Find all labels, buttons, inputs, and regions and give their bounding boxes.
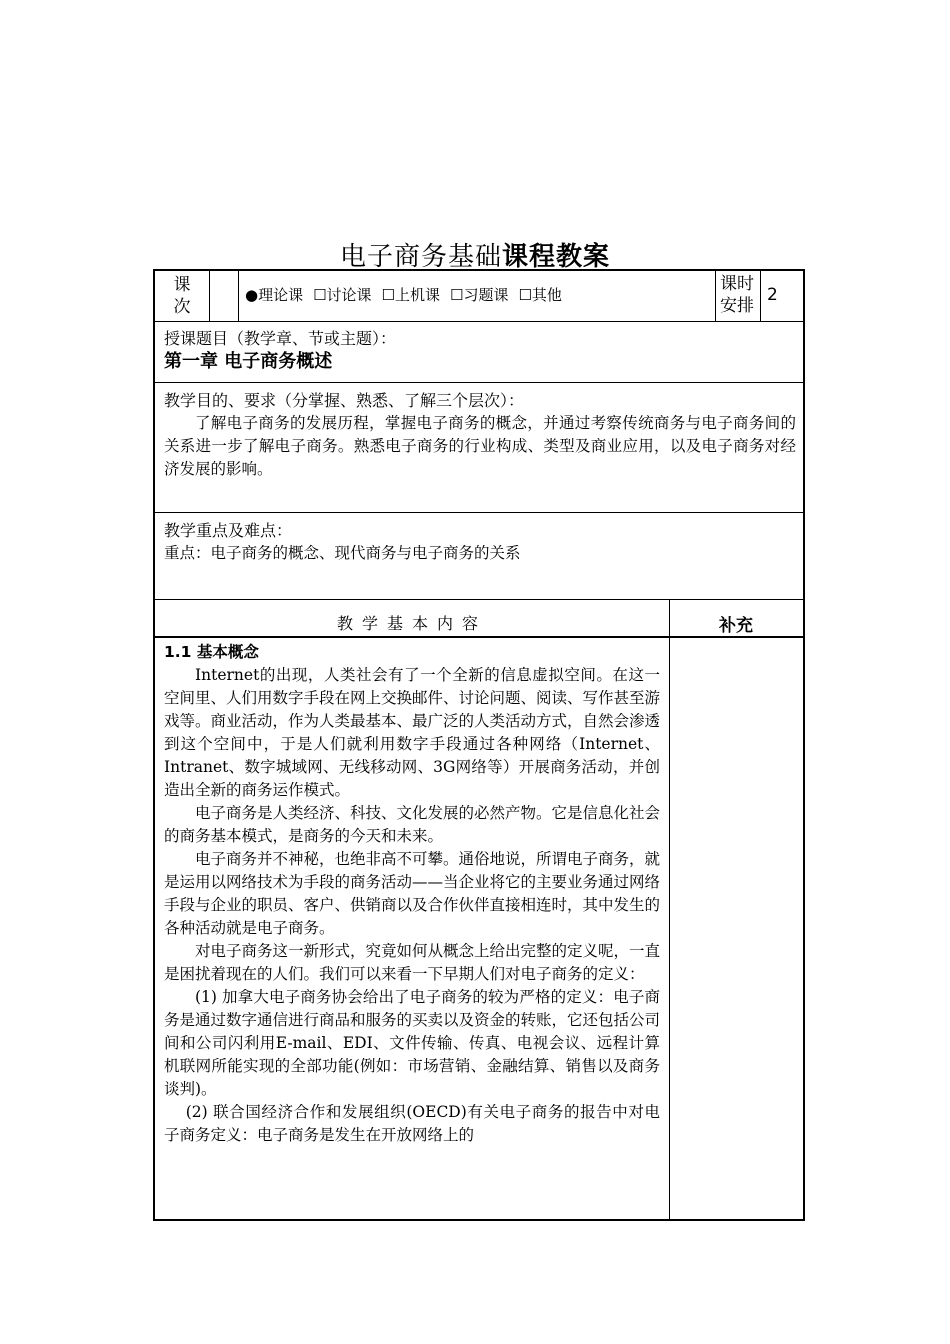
divider <box>238 271 239 321</box>
objectives-text: 了解电子商务的发展历程，掌握电子商务的概念，并通过考察传统商务与电子商务间的关系进一步了解电子商务。熟悉电子商务的行业构成、类型及商业应用，以及电子商务对经济发展的影响。 <box>164 414 796 478</box>
content-paragraph: 电子商务是人类经济、科技、文化发展的必然产物。它是信息化社会的商务基本模式，是商务的今天和未来。 <box>164 804 660 845</box>
objectives-section <box>164 389 796 481</box>
lesson-plan-table <box>153 269 805 1221</box>
session-label: 课 次 <box>173 275 191 317</box>
objectives-label: 教学目的、要求（分掌握、熟悉、了解三个层次）： <box>164 391 525 410</box>
supplement-heading: 补充 <box>719 616 753 636</box>
divider <box>155 382 803 383</box>
hours-label: 课时 安排 <box>720 274 754 316</box>
content-paragraph: (1) 加拿大电子商务协会给出了电子商务的较为严格的定义：电子商务是通过数字通信进行商品和服务的买卖以及资金的转账，它还包括公司间和公司闪利用E-mail、EDI、文件传输、传真、电视会议、远程计算机联网所能实现的全部功能(例如：市场营销、金融结算、销售以及商务谈判)。 <box>164 988 660 1098</box>
content-paragraph: 对电子商务这一新形式，究竟如何从概念上给出完整的定义呢，一直是困扰着现在的人们。我们可以来看一下早期人们对电子商务的定义： <box>164 942 660 983</box>
key-points-text: 重点：电子商务的概念、现代商务与电子商务的关系 <box>164 544 521 562</box>
hours-value: 2 <box>767 285 778 305</box>
title-course-name: 电子商务基础 <box>339 242 502 272</box>
divider <box>155 599 803 600</box>
content-paragraph: 电子商务并不神秘，也绝非高不可攀。通俗地说，所谓电子商务，就是运用以网络技术为手段的商务活动——当企业将它的主要业务通过网络手段与企业的职员、客户、供销商以及合作伙伴直接相连时，其中发生的各种活动就是电子商务。 <box>164 850 660 937</box>
option-exercise[interactable]: ☐习题课 <box>450 286 509 304</box>
option-computer-lab[interactable]: ☐上机课 <box>381 286 440 304</box>
document-title <box>0 236 950 273</box>
divider <box>155 321 803 322</box>
topic-label: 授课题目（教学章、节或主题）： <box>164 329 397 348</box>
option-other[interactable]: ☐其他 <box>518 286 562 304</box>
content-paragraph: (2) 联合国经济合作和发展组织(OECD)有关电子商务的报告中对电子商务定义：电子商务是发生在开放网络上的 <box>164 1103 660 1144</box>
content-paragraph: Internet的出现，人类社会有了一个全新的信息虚拟空间。在这一空间里、人们用数字手段在网上交换邮件、讨论问题、阅读、写作甚至游戏等。商业活动，作为人类最基本、最广泛的人类活动方式，自然会渗透到这个空间中，于是人们就利用数字手段通过各种网络（Internet、Intranet、数字城域网、无线移动网、3G网络等）开展商务活动，并创造出全新的商务运作模式。 <box>164 666 660 799</box>
chapter-title: 第一章 电子商务概述 <box>164 351 333 372</box>
topic-section <box>164 327 794 374</box>
session-value <box>210 271 238 321</box>
option-theory[interactable]: ●理论课 <box>245 286 304 304</box>
divider <box>760 271 761 321</box>
option-discussion[interactable]: ☐讨论课 <box>313 286 372 304</box>
course-type-options <box>245 284 572 305</box>
section-title: 1.1 基本概念 <box>164 643 259 661</box>
divider <box>155 512 803 513</box>
content-body <box>164 641 660 1216</box>
key-points-section <box>164 519 796 565</box>
content-heading: 教学基本内容 <box>336 614 487 633</box>
key-points-label: 教学重点及难点： <box>164 521 293 540</box>
supplement-cell <box>670 638 803 1219</box>
title-suffix: 课程教案 <box>502 242 611 272</box>
